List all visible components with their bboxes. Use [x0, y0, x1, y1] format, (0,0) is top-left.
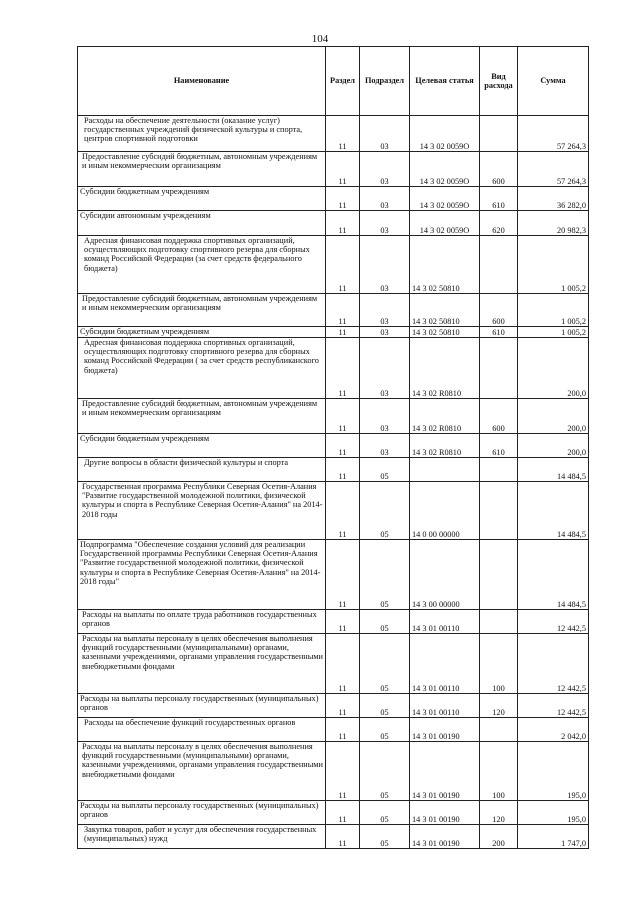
- row-amount: 12 442,5: [518, 694, 589, 718]
- row-amount: 12 442,5: [518, 634, 589, 694]
- header-subsection: Подраздел: [360, 47, 410, 116]
- row-subsection: 03: [360, 327, 410, 338]
- row-name: Закупка товаров, работ и услуг для обеспечения государственных (муниципальных) нужд: [78, 825, 326, 849]
- row-target: 14 3 01 00190: [410, 718, 480, 742]
- table-row: [78, 294, 589, 327]
- row-name: Расходы на выплаты персоналу в целях обеспечения выполнения функций государственными (муниципальными) органами, казенными учреждениями, органами управления государственными внебюджетными фондами: [78, 742, 326, 801]
- row-section: 11: [326, 236, 360, 294]
- row-amount: 14 484,5: [518, 482, 589, 540]
- header-expense-type: Вид расхода: [480, 47, 518, 116]
- row-subsection: 03: [360, 116, 410, 152]
- row-expense-type: 610: [480, 327, 518, 338]
- row-expense-type: 610: [480, 434, 518, 458]
- row-section: 11: [326, 116, 360, 152]
- row-name: Государственная программа Республики Северная Осетия-Алания "Развитие государственной молодежной политики, физической культуры и спорта в Республике Северная Осетия-Алания" на 2014-2018 годы: [78, 482, 326, 540]
- row-subsection: 03: [360, 187, 410, 211]
- table-row: [78, 434, 589, 458]
- row-section: 11: [326, 540, 360, 610]
- table-row: [78, 610, 589, 634]
- row-amount: 2 042,0: [518, 718, 589, 742]
- row-name: Расходы на обеспечение функций государственных органов: [78, 718, 326, 742]
- table-header-row: [78, 47, 589, 116]
- row-target: 14 3 02 R0810: [410, 434, 480, 458]
- row-section: 11: [326, 338, 360, 399]
- row-expense-type: 100: [480, 742, 518, 801]
- row-name: Расходы на выплаты персоналу в целях обеспечения выполнения функций государственными (муниципальными) органами, казенными учреждениями, органами управления государственными внебюджетными фондами: [78, 634, 326, 694]
- row-name: Адресная финансовая поддержка спортивных организаций, осуществляющих подготовку спортивного резерва для сборных команд Российской Федерации (за счет средств федерального бюджета): [78, 236, 326, 294]
- row-subsection: 03: [360, 236, 410, 294]
- table-row: [78, 634, 589, 694]
- row-name: Субсидии бюджетным учреждениям: [78, 187, 326, 211]
- row-subsection: 05: [360, 610, 410, 634]
- row-target: 14 3 02 0059О: [410, 211, 480, 236]
- row-section: 11: [326, 610, 360, 634]
- row-amount: 20 982,3: [518, 211, 589, 236]
- header-amount: Сумма: [518, 47, 589, 116]
- row-section: 11: [326, 742, 360, 801]
- row-expense-type: [480, 718, 518, 742]
- row-subsection: 03: [360, 294, 410, 327]
- row-target: 14 3 02 0059О: [410, 152, 480, 187]
- row-name: Подпрограмма "Обеспечение создания условий для реализации Государственной программы Республики Северная Осетия-Алания "Развитие государственной молодежной политики, физической культуры и спорта в Республике Северная Осетия-Алания" на 2014-2018 годы": [78, 540, 326, 610]
- row-section: 11: [326, 187, 360, 211]
- row-expense-type: 600: [480, 399, 518, 434]
- row-section: 11: [326, 458, 360, 482]
- row-subsection: 03: [360, 399, 410, 434]
- table-row: [78, 482, 589, 540]
- table-row: [78, 742, 589, 801]
- budget-table: [77, 46, 589, 849]
- row-subsection: 05: [360, 801, 410, 825]
- row-expense-type: [480, 482, 518, 540]
- row-amount: 195,0: [518, 801, 589, 825]
- header-target: Целевая статья: [410, 47, 480, 116]
- row-subsection: 05: [360, 742, 410, 801]
- row-amount: 14 484,5: [518, 540, 589, 610]
- row-target: 14 3 01 00190: [410, 825, 480, 849]
- row-expense-type: 200: [480, 825, 518, 849]
- header-section: Раздел: [326, 47, 360, 116]
- row-name: Предоставление субсидий бюджетным, автономным учреждениям и иным некоммерческим организациям: [78, 399, 326, 434]
- row-expense-type: [480, 540, 518, 610]
- row-expense-type: 120: [480, 694, 518, 718]
- row-target: 14 3 02 0059О: [410, 116, 480, 152]
- row-target: 14 3 01 00110: [410, 634, 480, 694]
- row-subsection: 05: [360, 718, 410, 742]
- row-expense-type: 620: [480, 211, 518, 236]
- row-section: 11: [326, 152, 360, 187]
- row-section: 11: [326, 294, 360, 327]
- table-row: [78, 211, 589, 236]
- table-row: [78, 327, 589, 338]
- row-expense-type: [480, 458, 518, 482]
- table-row: [78, 718, 589, 742]
- row-target: [410, 458, 480, 482]
- row-section: 11: [326, 801, 360, 825]
- row-target: 14 3 01 00190: [410, 742, 480, 801]
- row-target: 14 3 02 50810: [410, 327, 480, 338]
- row-section: 11: [326, 211, 360, 236]
- row-amount: 12 442,5: [518, 610, 589, 634]
- row-subsection: 03: [360, 338, 410, 399]
- row-name: Расходы на выплаты персоналу государственных (муниципальных) органов: [78, 801, 326, 825]
- table-row: [78, 116, 589, 152]
- row-subsection: 05: [360, 540, 410, 610]
- row-name: Другие вопросы в области физической культуры и спорта: [78, 458, 326, 482]
- row-subsection: 03: [360, 211, 410, 236]
- row-subsection: 03: [360, 152, 410, 187]
- row-expense-type: 120: [480, 801, 518, 825]
- row-amount: 195,0: [518, 742, 589, 801]
- row-target: 14 3 01 00110: [410, 694, 480, 718]
- table-row: [78, 825, 589, 849]
- row-expense-type: [480, 236, 518, 294]
- page-number: 104: [311, 33, 329, 45]
- row-amount: 1 005,2: [518, 327, 589, 338]
- row-name: Адресная финансовая поддержка спортивных организаций, осуществляющих подготовку спортивного резерва для сборных команд Российской Федерации ( за счет средств республиканского бюджета): [78, 338, 326, 399]
- row-name: Расходы на выплаты персоналу государственных (муниципальных) органов: [78, 694, 326, 718]
- row-subsection: 03: [360, 434, 410, 458]
- row-amount: 200,0: [518, 399, 589, 434]
- table-row: [78, 187, 589, 211]
- table-row: [78, 694, 589, 718]
- row-section: 11: [326, 634, 360, 694]
- table-row: [78, 399, 589, 434]
- row-name: Субсидии бюджетным учреждениям: [78, 434, 326, 458]
- row-name: Расходы на обеспечение деятельности (оказание услуг) государственных учреждений физической культуры и спорта, центров спортивной подготовки: [78, 116, 326, 152]
- row-target: 14 3 02 0059О: [410, 187, 480, 211]
- row-target: 14 3 02 R0810: [410, 399, 480, 434]
- row-name: Субсидии бюджетным учреждениям: [78, 327, 326, 338]
- row-expense-type: 100: [480, 634, 518, 694]
- row-subsection: 05: [360, 634, 410, 694]
- row-amount: 1 005,2: [518, 294, 589, 327]
- row-target: 14 3 02 R0810: [410, 338, 480, 399]
- row-amount: 1 747,0: [518, 825, 589, 849]
- row-name: Расходы на выплаты по оплате труда работников государственных органов: [78, 610, 326, 634]
- row-name: Субсидии автономным учреждениям: [78, 211, 326, 236]
- table-row: [78, 458, 589, 482]
- row-target: 14 3 02 50810: [410, 236, 480, 294]
- row-section: 11: [326, 718, 360, 742]
- row-target: 14 3 00 00000: [410, 540, 480, 610]
- row-expense-type: 600: [480, 294, 518, 327]
- row-amount: 200,0: [518, 434, 589, 458]
- row-section: 11: [326, 327, 360, 338]
- table-row: [78, 152, 589, 187]
- row-subsection: 05: [360, 694, 410, 718]
- table-row: [78, 236, 589, 294]
- row-section: 11: [326, 825, 360, 849]
- row-expense-type: 600: [480, 152, 518, 187]
- row-amount: 36 282,0: [518, 187, 589, 211]
- row-amount: 1 005,2: [518, 236, 589, 294]
- row-amount: 57 264,3: [518, 116, 589, 152]
- table-row: [78, 338, 589, 399]
- header-name: Наименование: [78, 47, 326, 116]
- row-amount: 57 264,3: [518, 152, 589, 187]
- row-name: Предоставление субсидий бюджетным, автономным учреждениям и иным некоммерческим организациям: [78, 152, 326, 187]
- row-amount: 14 484,5: [518, 458, 589, 482]
- row-section: 11: [326, 434, 360, 458]
- row-expense-type: [480, 338, 518, 399]
- row-subsection: 05: [360, 825, 410, 849]
- table-row: [78, 801, 589, 825]
- row-target: 14 3 01 00190: [410, 801, 480, 825]
- row-expense-type: [480, 610, 518, 634]
- row-target: 14 3 01 00110: [410, 610, 480, 634]
- table-row: [78, 540, 589, 610]
- row-name: Предоставление субсидий бюджетным, автономным учреждениям и иным некоммерческим организациям: [78, 294, 326, 327]
- row-expense-type: [480, 116, 518, 152]
- row-expense-type: 610: [480, 187, 518, 211]
- row-target: 14 0 00 00000: [410, 482, 480, 540]
- row-section: 11: [326, 694, 360, 718]
- row-subsection: 05: [360, 458, 410, 482]
- row-section: 11: [326, 399, 360, 434]
- row-target: 14 3 02 50810: [410, 294, 480, 327]
- row-amount: 200,0: [518, 338, 589, 399]
- row-section: 11: [326, 482, 360, 540]
- row-subsection: 05: [360, 482, 410, 540]
